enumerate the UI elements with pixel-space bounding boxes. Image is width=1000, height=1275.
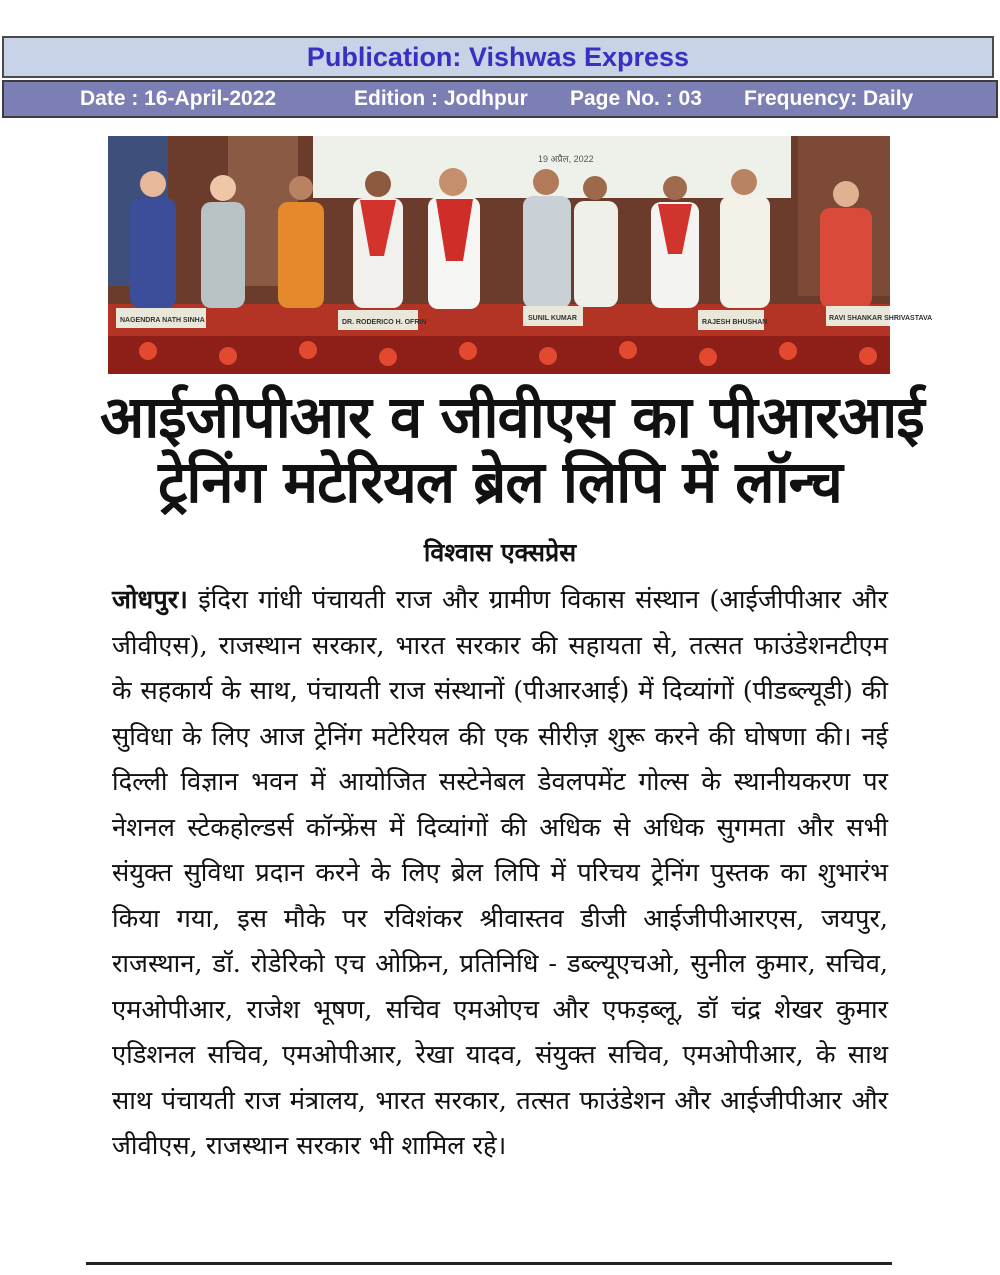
article-body-text: इंदिरा गांधी पंचायती राज और ग्रामीण विकास संस्थान (आईजीपीआर और जीवीएस), राजस्थान सरकार, भारत सरकार की सहायता से, तत्सत फाउंडेशनटीएम के सहकार्य के साथ, पंचायती राज संस्थानों (पीआरआई) में दिव्यांगों (पीडब्ल्यूडी) की सुविधा के लिए आज ट्रेनिंग मटेरियल की एक सीरीज़ शुरू करने की घोषणा की। नई दिल्ली विज्ञान भवन में आयोजित सस्टेनेबल डेवलपमेंट गोल्स के स्थानीयकरण पर नेशनल स्टेकहोल्डर्स कॉन्फ्रेंस में दिव्यांगों की अधिक से अधिक सुगमता और सभी संयुक्त सुविधा प्रदान करने के लिए ब्रेल लिपि में परिचय ट्रेनिंग पुस्तक का शुभारंभ किया गया, इस मौके पर रविशंकर श्रीवास्तव डीजी आईजीपीआरएस, जयपुर, राजस्थान, डॉ. रोडेरिको एच ओफ्रिन, प्रतिनिधि - डब्ल्यूएचओ, सुनील कुमार, सचिव, एमओपीआर, राजेश भूषण, सचिव एमओएच और एफड़ब्लू, डॉ चंद्र शेखर कुमार एडिशनल सचिव, एमओपीआर, रेखा यादव, संयुक्त सचिव, एमओपीआर, के साथ साथ पंचायती राज मंत्रालय, भारत सरकार, तत्सत फाउंडेशन और आईजीपीआर और जीवीएस, राजस्थान सरकार भी शामिल रहे। bbox=[112, 585, 888, 1161]
event-photo bbox=[108, 136, 933, 374]
bottom-rule bbox=[86, 1262, 892, 1265]
publication-bar bbox=[2, 36, 994, 78]
edition-label: Edition : Jodhpur bbox=[354, 87, 528, 110]
publication-title: Publication: Vishwas Express bbox=[306, 41, 690, 72]
article-body bbox=[112, 578, 888, 1170]
name-plate-3: SUNIL KUMAR bbox=[528, 315, 577, 322]
page-no-label: Page No. : 03 bbox=[570, 87, 702, 110]
event-photo-illustration bbox=[108, 136, 933, 374]
dateline-place: जोधपुर। bbox=[112, 585, 188, 615]
meta-bar bbox=[2, 80, 998, 118]
headline-line-2: ट्रेनिंग मटेरियल ब्रेल लिपि में लॉन्च bbox=[158, 447, 842, 516]
name-plate-1: NAGENDRA NATH SINHA bbox=[120, 317, 205, 324]
date-label: Date : 16-April-2022 bbox=[80, 87, 277, 110]
headline-line-1: आईजीपीआर व जीवीएस का पीआरआई bbox=[100, 383, 924, 451]
name-plate-5: RAVI SHANKAR SHRIVASTAVA bbox=[829, 315, 933, 322]
article-byline: विश्वास एक्सप्रेस bbox=[423, 538, 577, 567]
name-plate-4: RAJESH BHUSHAN bbox=[702, 319, 768, 326]
screen-text: 19 अप्रैल, 2022 bbox=[538, 154, 594, 164]
frequency-label: Frequency: Daily bbox=[744, 87, 914, 110]
article-headline bbox=[100, 383, 924, 516]
name-plate-2: DR. RODERICO H. OFRIN bbox=[342, 319, 427, 326]
